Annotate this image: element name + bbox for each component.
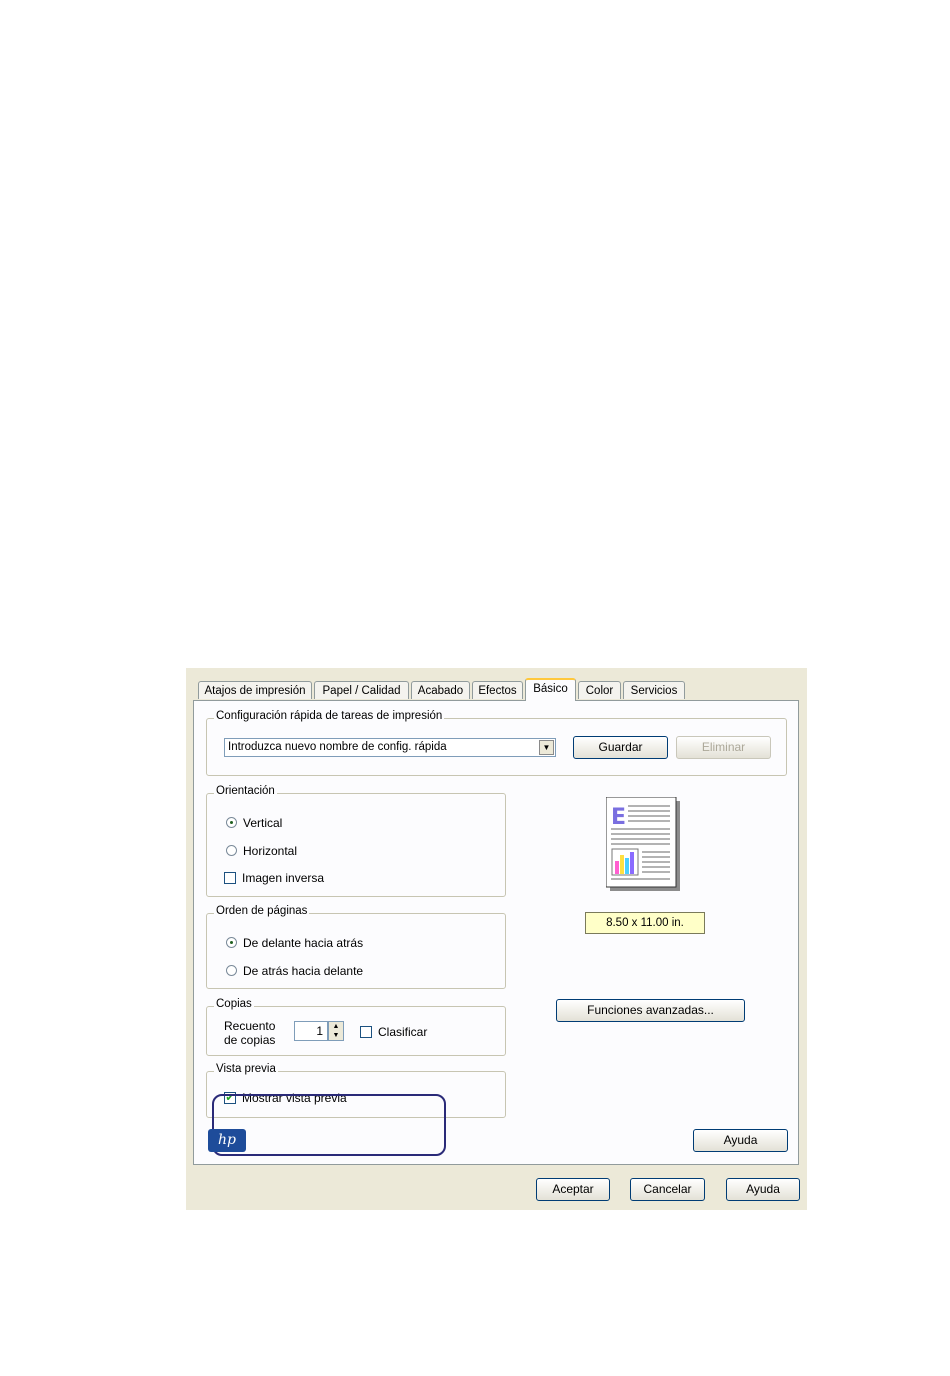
delete-button[interactable]: Eliminar <box>676 736 771 759</box>
tab-basics[interactable]: Básico <box>525 678 576 701</box>
back-to-front-radio[interactable] <box>226 964 363 978</box>
copy-count-label: Recuento de copias <box>224 1019 276 1047</box>
tab-print-shortcuts[interactable]: Atajos de impresión <box>198 681 312 699</box>
landscape-label: Horizontal <box>243 844 298 858</box>
back-to-front-label: De atrás hacia delante <box>243 964 364 978</box>
show-preview-label: Mostrar vista previa <box>242 1091 347 1105</box>
copies-group <box>206 998 506 1056</box>
tab-services[interactable]: Servicios <box>623 681 685 699</box>
portrait-radio[interactable] <box>226 816 282 830</box>
tab-effects[interactable]: Efectos <box>472 681 523 699</box>
checkbox-empty-icon <box>224 872 236 884</box>
front-to-back-radio[interactable] <box>226 936 363 950</box>
help-button[interactable]: Ayuda <box>726 1178 800 1201</box>
advanced-features-button[interactable]: Funciones avanzadas... <box>556 999 745 1022</box>
mirror-image-checkbox[interactable] <box>224 871 324 885</box>
landscape-radio[interactable] <box>226 844 297 858</box>
page-order-legend: Orden de páginas <box>216 905 308 917</box>
cancel-button[interactable]: Cancelar <box>630 1178 705 1201</box>
radio-empty-icon <box>226 845 237 856</box>
preview-highlight-outline <box>212 1091 446 1156</box>
svg-text:E: E <box>611 805 627 830</box>
tab-paper-quality[interactable]: Papel / Calidad <box>314 681 409 699</box>
orientation-group <box>206 785 506 897</box>
copies-legend: Copias <box>216 998 252 1010</box>
collate-checkbox[interactable] <box>360 1025 427 1039</box>
page-order-group <box>206 905 506 989</box>
page-preview-icon <box>606 797 682 893</box>
portrait-label: Vertical <box>243 816 283 830</box>
quick-set-name-value: Introduzca nuevo nombre de config. rápida <box>228 741 447 753</box>
quick-sets-group <box>206 710 787 776</box>
hp-logo: hp <box>208 1129 246 1152</box>
mirror-image-label: Imagen inversa <box>242 871 325 885</box>
print-properties-dialog <box>186 668 807 1210</box>
copy-count-input[interactable]: 1 <box>294 1021 328 1041</box>
tab-panel-basics <box>193 700 799 1165</box>
panel-help-button[interactable]: Ayuda <box>693 1129 788 1152</box>
radio-empty-icon <box>226 965 237 976</box>
spin-up-icon[interactable]: ▲ <box>332 1023 340 1030</box>
spin-down-icon[interactable]: ▼ <box>332 1032 340 1039</box>
radio-selected-icon <box>226 817 237 828</box>
front-to-back-label: De delante hacia atrás <box>243 936 364 950</box>
copy-count-spinner[interactable] <box>328 1021 344 1041</box>
chevron-down-icon[interactable]: ▼ <box>539 740 554 755</box>
checkmark-icon: ✔ <box>225 1091 235 1104</box>
quick-set-name-combobox[interactable] <box>224 738 556 757</box>
preview-legend: Vista previa <box>216 1063 276 1075</box>
tab-color[interactable]: Color <box>578 681 621 699</box>
checkbox-empty-icon <box>360 1026 372 1038</box>
collate-label: Clasificar <box>378 1025 428 1039</box>
tab-finishing[interactable]: Acabado <box>411 681 470 699</box>
radio-selected-icon <box>226 937 237 948</box>
quick-sets-legend: Configuración rápida de tareas de impresión <box>216 710 443 722</box>
orientation-legend: Orientación <box>216 785 275 797</box>
ok-button[interactable]: Aceptar <box>536 1178 610 1201</box>
save-button[interactable]: Guardar <box>573 736 668 759</box>
paper-size-label: 8.50 x 11.00 in. <box>585 912 705 934</box>
